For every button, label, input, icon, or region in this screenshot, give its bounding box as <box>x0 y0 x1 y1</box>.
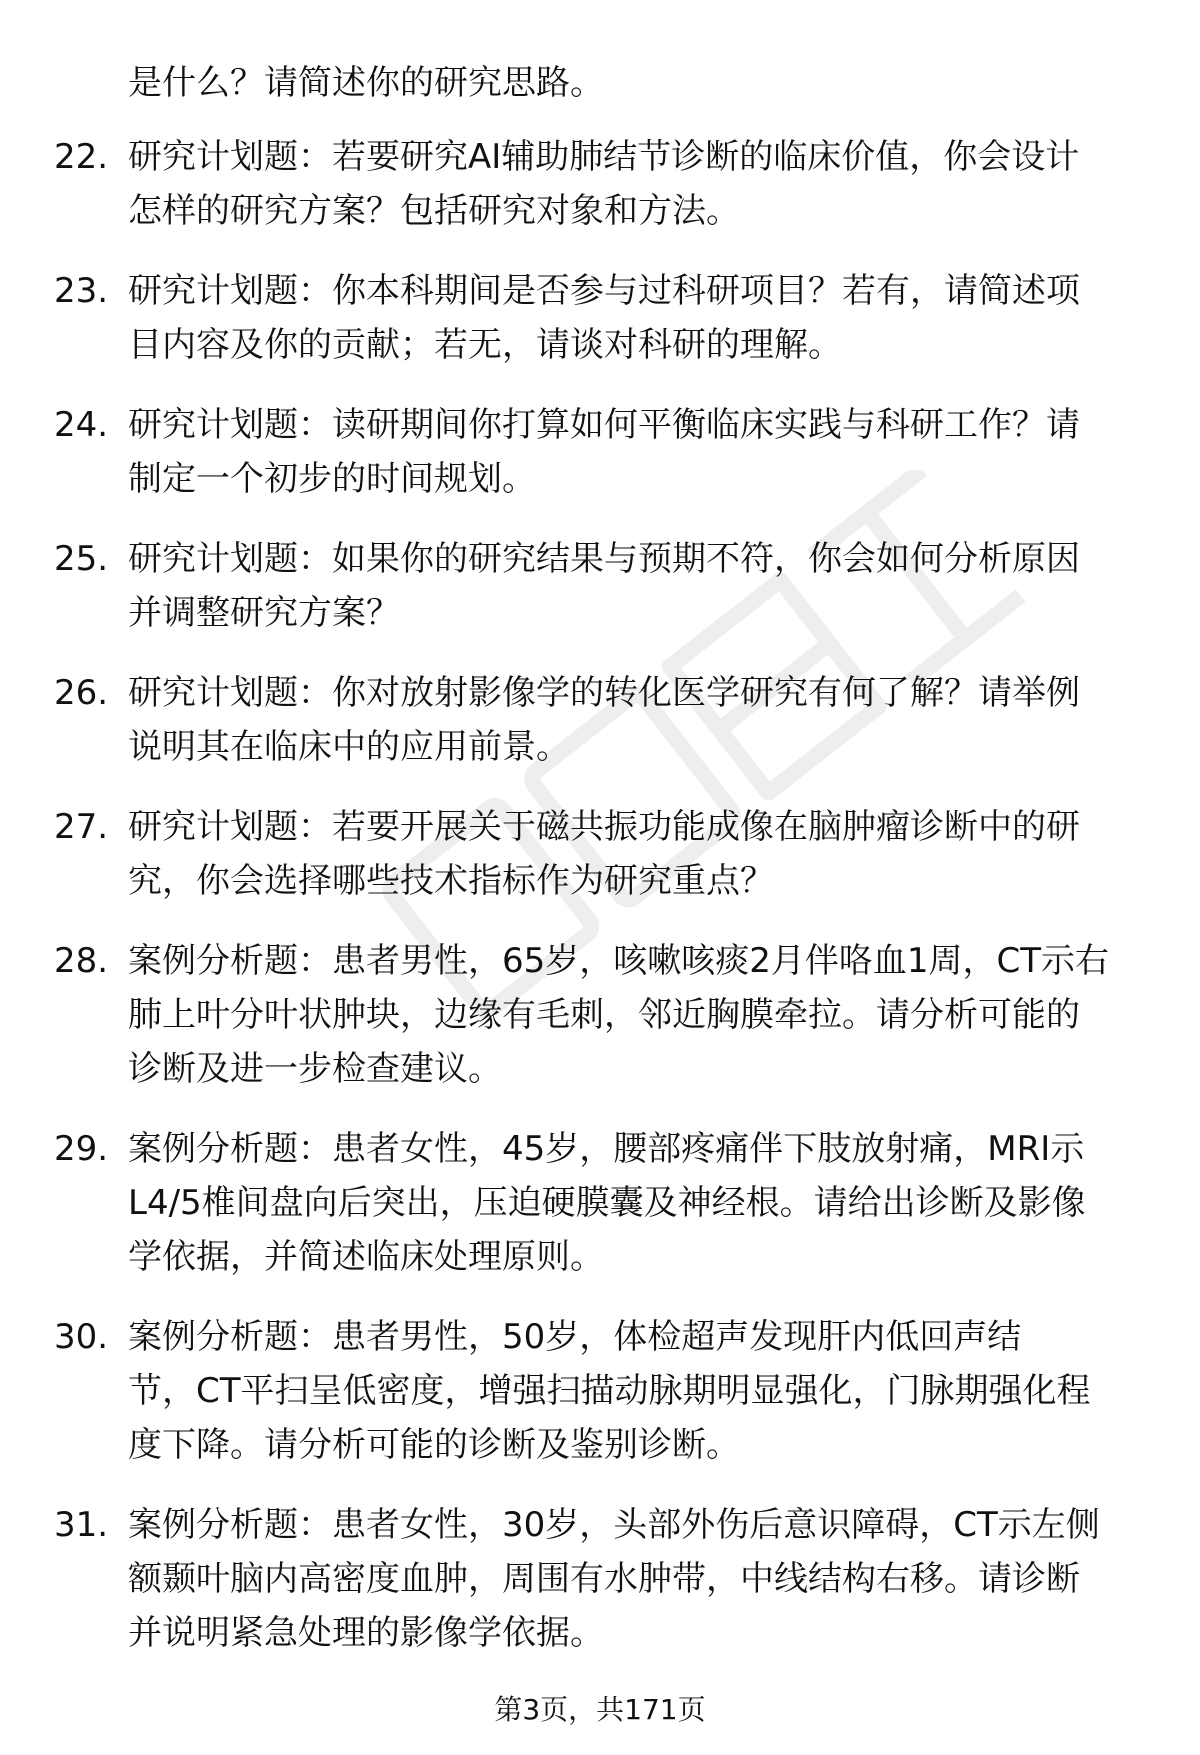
question-line: 究，你会选择哪些技术指标作为研究重点？ <box>128 861 774 901</box>
question-item <box>0 398 1200 532</box>
question-line: 诊断及进一步检查建议。 <box>128 1049 502 1089</box>
question-item <box>0 1498 1200 1686</box>
question-item <box>0 934 1200 1122</box>
question-line: 研究计划题：若要开展关于磁共振功能成像在脑肿瘤诊断中的研 <box>128 807 1080 847</box>
question-line: 学依据，并简述临床处理原则。 <box>128 1237 604 1277</box>
question-text <box>128 666 1168 774</box>
page-number: 第3页，共171页 <box>494 1693 706 1726</box>
question-line: 度下降。请分析可能的诊断及鉴别诊断。 <box>128 1425 740 1465</box>
question-item <box>0 1122 1200 1310</box>
question-text <box>128 264 1168 372</box>
question-text <box>128 1122 1168 1284</box>
question-number: 26. <box>54 673 109 713</box>
question-text <box>128 532 1168 640</box>
question-number: 27. <box>54 807 109 847</box>
question-line: 案例分析题：患者女性，30岁，头部外伤后意识障碍，CT示左侧 <box>128 1505 1100 1545</box>
question-text <box>128 934 1168 1096</box>
question-line: 案例分析题：患者女性，45岁，腰部疼痛伴下肢放射痛，MRI示 <box>128 1129 1085 1169</box>
question-line: 并调整研究方案？ <box>128 593 400 633</box>
question-line: 研究计划题：如果你的研究结果与预期不符，你会如何分析原因 <box>128 539 1080 579</box>
question-line: 并说明紧急处理的影像学依据。 <box>128 1613 604 1653</box>
question-number: 31. <box>54 1505 109 1545</box>
question-line: 案例分析题：患者男性，65岁，咳嗽咳痰2月伴咯血1周，CT示右 <box>128 941 1110 981</box>
question-item <box>0 130 1200 264</box>
question-number: 28. <box>54 941 109 981</box>
question-line: L4/5椎间盘向后突出，压迫硬膜囊及神经根。请给出诊断及影像 <box>128 1183 1086 1223</box>
question-number: 23. <box>54 271 109 311</box>
question-line: 目内容及你的贡献；若无，请谈对科研的理解。 <box>128 325 842 365</box>
question-item <box>0 264 1200 398</box>
question-line: 肺上叶分叶状肿块，边缘有毛刺，邻近胸膜牵拉。请分析可能的 <box>128 995 1080 1035</box>
question-number: 24. <box>54 405 109 445</box>
question-line: 研究计划题：读研期间你打算如何平衡临床实践与科研工作？请 <box>128 405 1080 445</box>
question-number: 25. <box>54 539 109 579</box>
question-line: 研究计划题：你对放射影像学的转化医学研究有何了解？请举例 <box>128 673 1080 713</box>
question-item <box>0 666 1200 800</box>
question-line: 节，CT平扫呈低密度，增强扫描动脉期明显强化，门脉期强化程 <box>128 1371 1091 1411</box>
question-item <box>0 800 1200 934</box>
question-line: 制定一个初步的时间规划。 <box>128 459 536 499</box>
question-list <box>0 130 1200 1686</box>
question-item <box>0 532 1200 666</box>
question-line: 说明其在临床中的应用前景。 <box>128 727 570 767</box>
question-number: 30. <box>54 1317 109 1357</box>
question-text <box>128 800 1168 908</box>
question-number: 22. <box>54 137 109 177</box>
question-text <box>128 398 1168 506</box>
question-number: 29. <box>54 1129 109 1169</box>
question-line: 研究计划题：你本科期间是否参与过科研项目？若有，请简述项 <box>128 271 1080 311</box>
question-text <box>128 130 1168 238</box>
question-text <box>128 1310 1168 1472</box>
question-line: 额颞叶脑内高密度血肿，周围有水肿带，中线结构右移。请诊断 <box>128 1559 1080 1599</box>
question-item <box>0 1310 1200 1498</box>
question-text <box>128 1498 1168 1660</box>
question-line: 案例分析题：患者男性，50岁，体检超声发现肝内低回声结 <box>128 1317 1022 1357</box>
intro-text: 是什么？请简述你的研究思路。 <box>128 63 604 103</box>
question-line: 研究计划题：若要研究AI辅助肺结节诊断的临床价值，你会设计 <box>128 137 1080 177</box>
question-line: 怎样的研究方案？包括研究对象和方法。 <box>128 191 740 231</box>
